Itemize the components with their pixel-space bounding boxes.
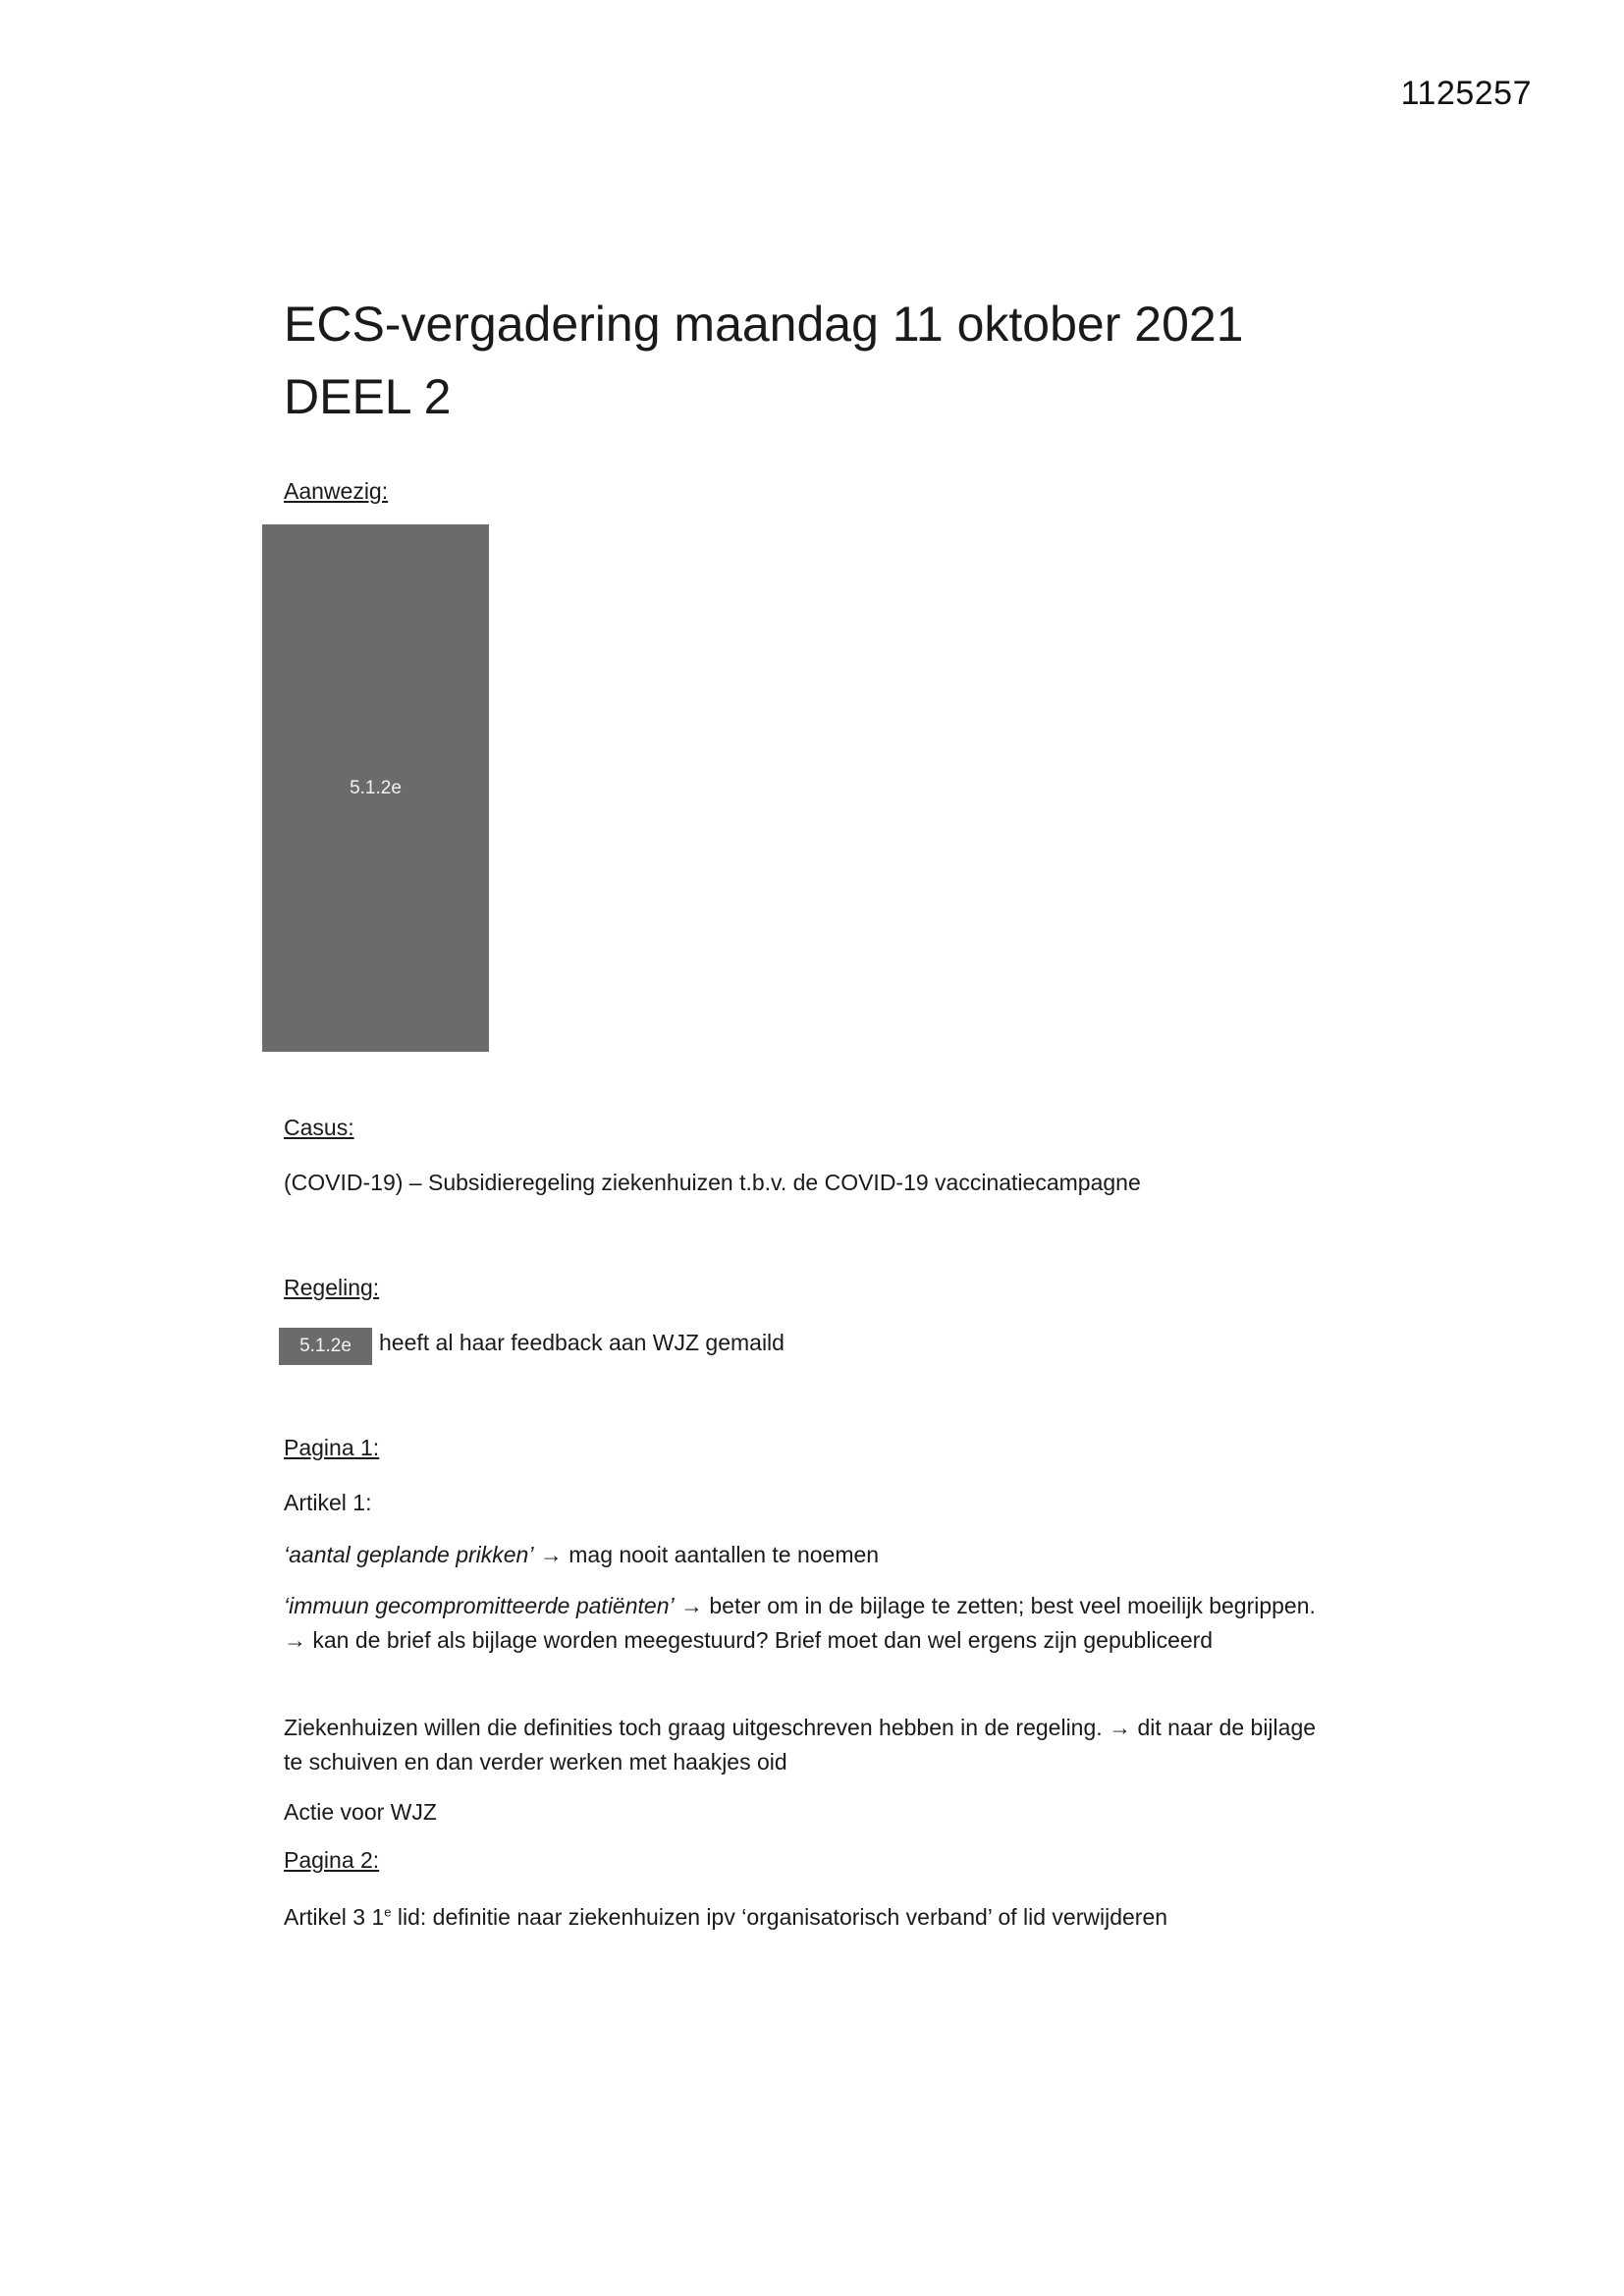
title-line-2: DEEL 2 (284, 369, 452, 424)
casus-heading: Casus: (284, 1115, 354, 1140)
artikel3-prefix: Artikel 3 1 (284, 1904, 385, 1930)
arrow-icon: → (284, 1627, 306, 1653)
redaction-block-attendees (262, 524, 489, 1052)
para3-text-b: dit naar de bijlage te schuiven en dan verder werken met haakjes oid (284, 1715, 1317, 1775)
item2-quote: ‘immuun gecompromitteerde patiënten’ (284, 1593, 675, 1618)
artikel3-sup: e (384, 1904, 392, 1920)
actie-text: Actie voor WJZ (284, 1799, 437, 1825)
title-line-1: ECS-vergadering maandag 11 oktober 2021 (284, 297, 1244, 352)
item1-quote: ‘aantal geplande prikken’ (284, 1542, 534, 1567)
item-immuun-patienten (284, 1589, 1325, 1658)
para3-text-a: Ziekenhuizen willen die definities toch graag uitgeschreven hebben in de regeling. (284, 1715, 1103, 1740)
aanwezig-heading: Aanwezig: (284, 478, 389, 504)
document-id: 1125257 (1400, 75, 1532, 112)
redaction-label: 5.1.2e (350, 777, 402, 798)
page-title (284, 288, 1244, 433)
regeling-text: heeft al haar feedback aan WJZ gemaild (379, 1330, 785, 1355)
paragraph-definities (284, 1711, 1325, 1779)
artikel1-label: Artikel 1: (284, 1490, 372, 1515)
regeling-heading: Regeling: (284, 1275, 380, 1300)
item-aantal-prikken (284, 1538, 1325, 1572)
pagina2-heading: Pagina 2: (284, 1847, 380, 1873)
item2-text-b: kan de brief als bijlage worden meegestuurd? Brief moet dan wel ergens zijn gepubliceerd (312, 1627, 1214, 1653)
artikel3-text (284, 1900, 1325, 1935)
item1-text: mag nooit aantallen te noemen (568, 1542, 880, 1567)
artikel3-rest: lid: definitie naar ziekenhuizen ipv ‘organisatorisch verband’ of lid verwijderen (391, 1904, 1168, 1930)
arrow-icon: → (679, 1593, 703, 1618)
casus-text: (COVID-19) – Subsidieregeling ziekenhuizen t.b.v. de COVID-19 vaccinatiecampagne (284, 1170, 1141, 1195)
redaction-block-name (279, 1328, 372, 1365)
arrow-icon: → (539, 1542, 563, 1567)
arrow-icon: → (1109, 1715, 1132, 1740)
redaction-label: 5.1.2e (299, 1336, 352, 1356)
pagina1-heading: Pagina 1: (284, 1435, 380, 1460)
item2-text-a: beter om in de bijlage te zetten; best veel moeilijk begrippen. (709, 1593, 1316, 1618)
